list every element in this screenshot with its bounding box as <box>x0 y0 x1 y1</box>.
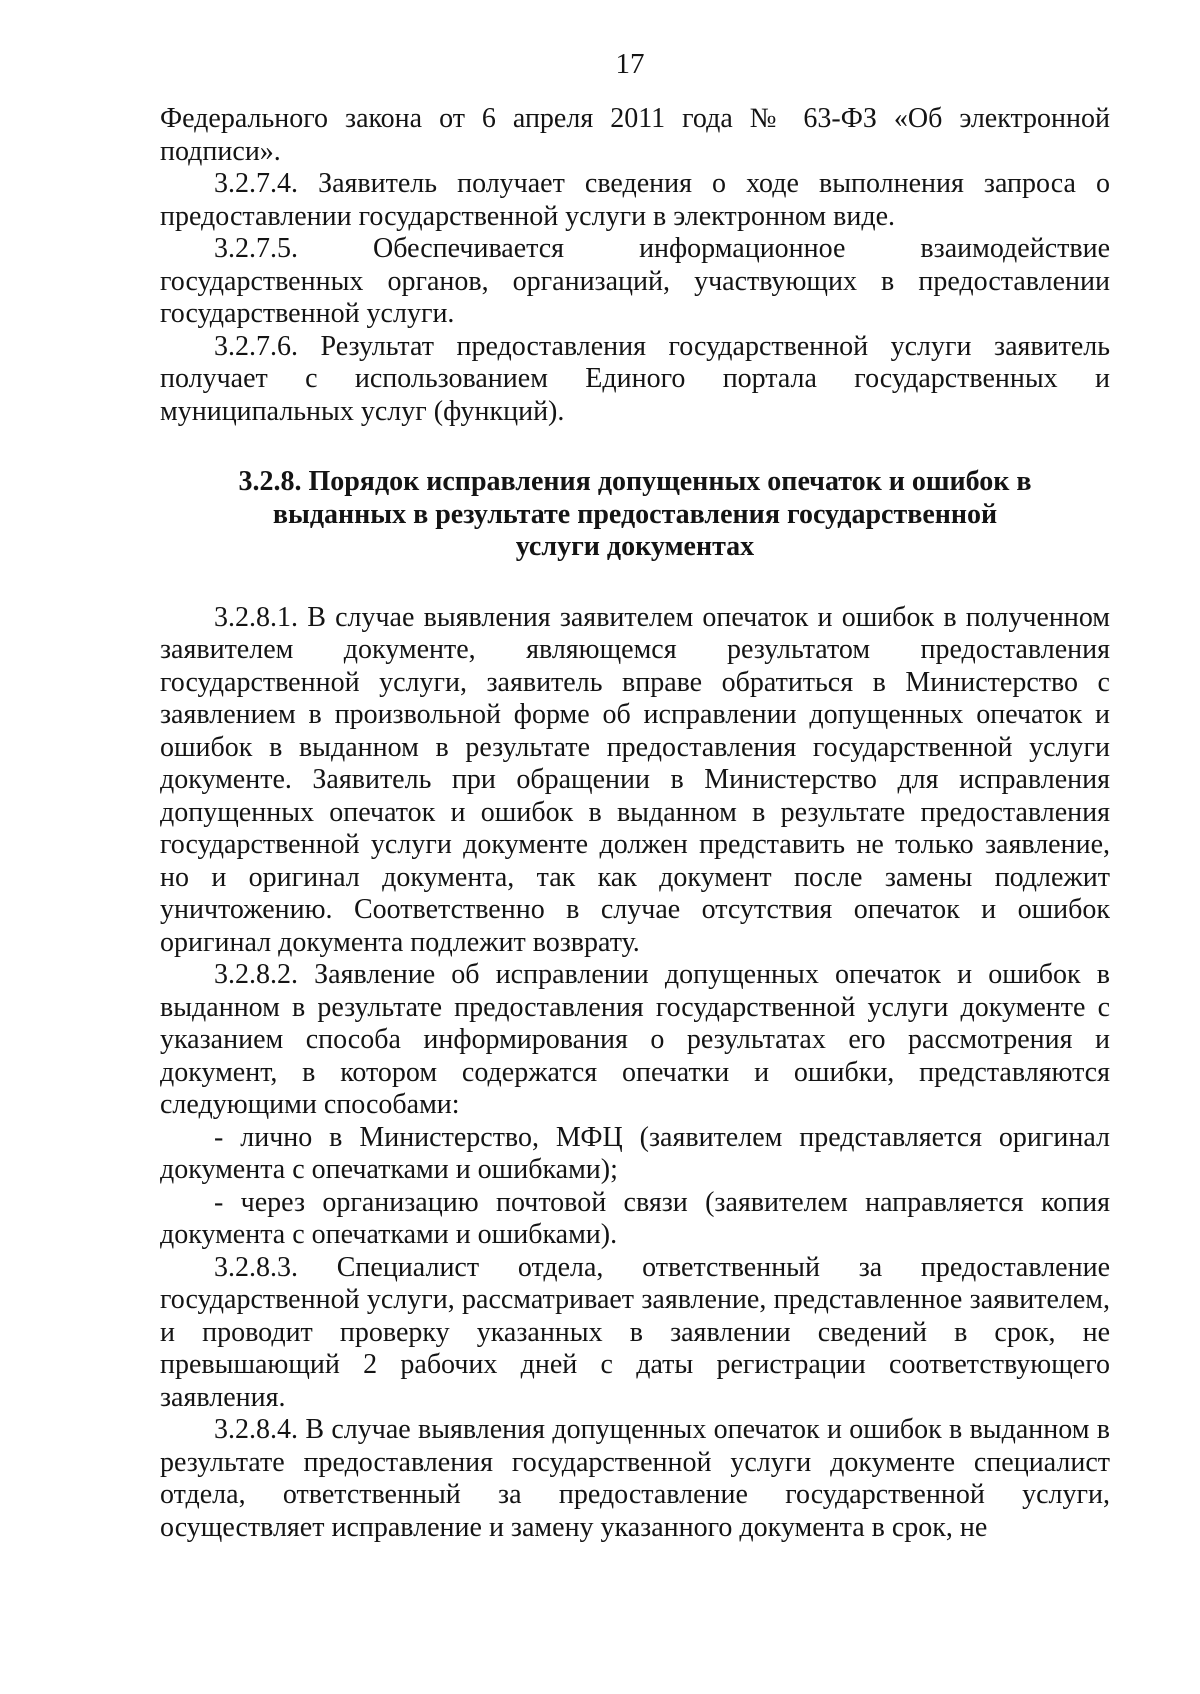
paragraph-3-2-7-6: 3.2.7.6. Результат предоставления государственной услуги заявитель получает с использованием Единого портала государственных и муниципальных услуг (функций). <box>160 330 1110 427</box>
heading-line-3: услуги документах <box>515 531 755 562</box>
paragraph-3-2-7-4: 3.2.7.4. Заявитель получает сведения о ходе выполнения запроса о предоставлении государственной услуги в электронном виде. <box>160 168 1110 232</box>
paragraph-3-2-8-2: 3.2.8.2. Заявление об исправлении допущенных опечаток и ошибок в выданном в результате предоставления государственной услуги документе с указанием способа информирования о результатах его рассмотрения и документ, в котором содержатся опечатки и ошибки, представляются следующими способами: <box>160 959 1110 1120</box>
paragraph-federal-law: Федерального закона от 6 апреля 2011 года № 63-ФЗ «Об электронной подписи». <box>160 103 1110 167</box>
heading-line-1: 3.2.8. Порядок исправления допущенных опечаток и ошибок в <box>238 466 1032 497</box>
page-number: 17 <box>615 48 645 80</box>
paragraph-3-2-7-5: 3.2.7.5. Обеспечивается информационное взаимодействие государственных органов, организаций, участвующих в предоставлении государственной услуги. <box>160 233 1110 329</box>
section-heading-3-2-8 <box>160 466 1110 564</box>
document-body <box>160 103 1110 1544</box>
paragraph-3-2-8-4: 3.2.8.4. В случае выявления допущенных опечаток и ошибок в выданном в результате предоставления государственной услуги документе специалист отдела, ответственный за предоставление государственной услуги, осуществляет исправление и замену указанного документа в срок, не <box>160 1414 1110 1543</box>
heading-line-2: выданных в результате предоставления государственной <box>272 498 998 530</box>
list-item-in-person: - лично в Министерство, МФЦ (заявителем представляется оригинал документа с опечатками и ошибками); <box>160 1121 1110 1185</box>
paragraph-3-2-8-1: 3.2.8.1. В случае выявления заявителем опечаток и ошибок в полученном заявителем документе, являющемся результатом предоставления государственной услуги, заявитель вправе обратиться в Министерство с заявлением в произвольной форме об исправлении допущенных опечаток и ошибок в выданном в результате предоставления государственной услуги документе. Заявитель при обращении в Министерство для исправления допущенных опечаток и ошибок в выданном в результате предоставления государственной услуги документе должен представить не только заявление, но и оригинал документа, так как документ после замены подлежит уничтожению. Соответственно в случае отсутствия опечаток и ошибок оригинал документа подлежит возврату. <box>160 601 1110 958</box>
list-item-postal: - через организацию почтовой связи (заявителем направляется копия документа с опечатками и ошибками). <box>160 1186 1110 1250</box>
paragraph-3-2-8-3: 3.2.8.3. Специалист отдела, ответственный за предоставление государственной услуги, рассматривает заявление, представленное заявителем, и проводит проверку указанных в заявлении сведений в срок, не превышающий 2 рабочих дней с даты регистрации соответствующего заявления. <box>160 1251 1110 1413</box>
